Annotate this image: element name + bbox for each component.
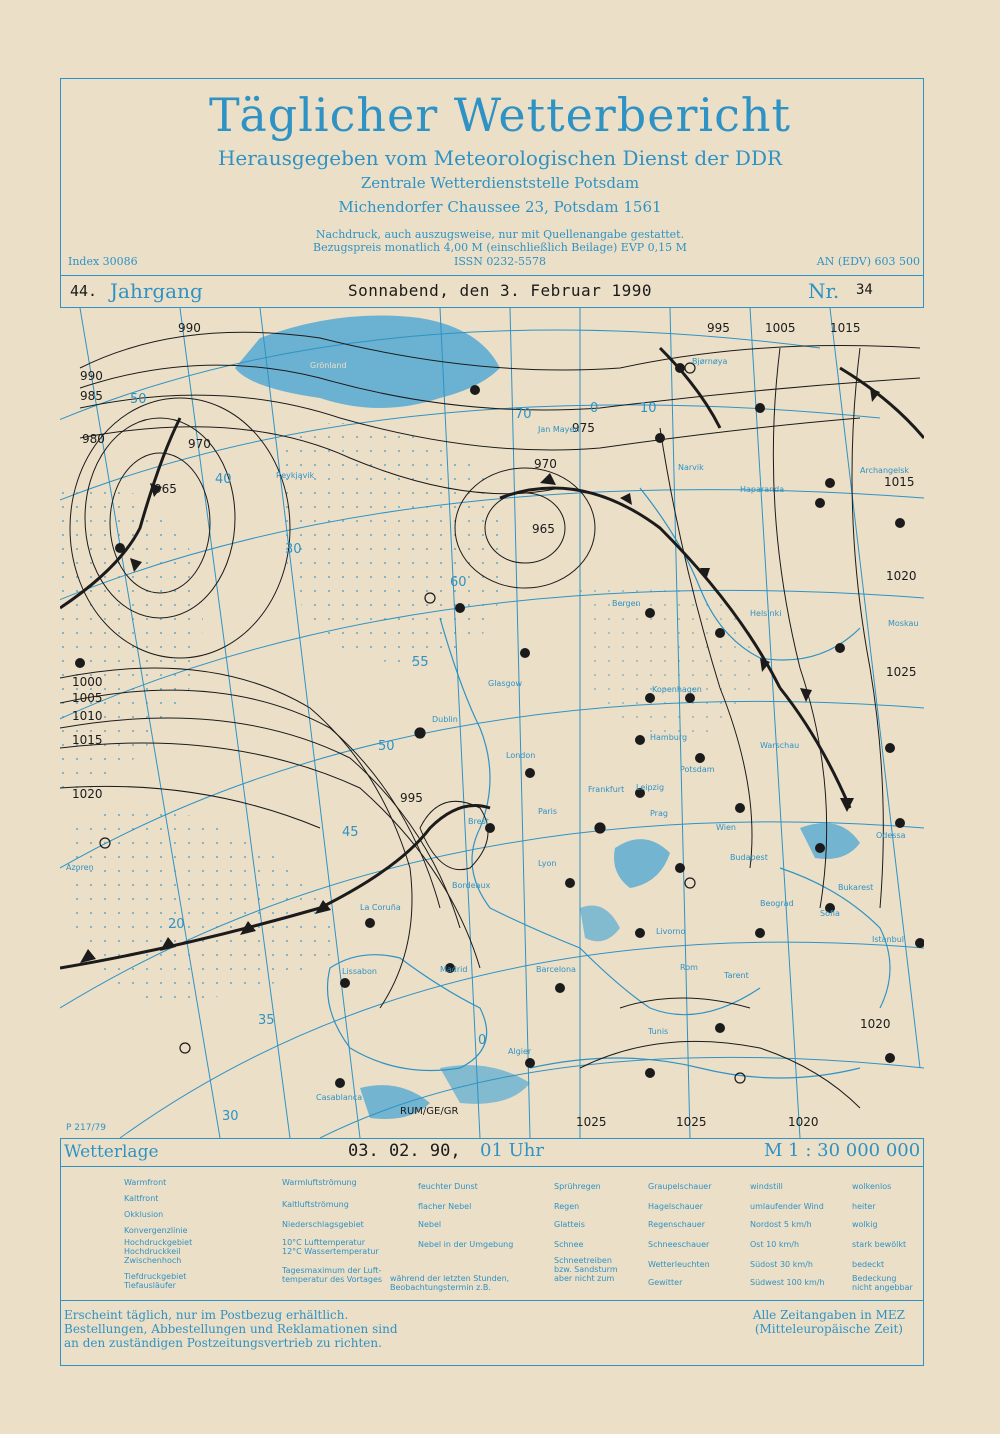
place-label: Istanbul (872, 935, 905, 944)
grid-label: 30 (222, 1109, 239, 1124)
grid-label: 0 (478, 1033, 487, 1048)
index-number: Index 30086 (68, 255, 138, 268)
legend-item: Niederschlagsgebiet (282, 1220, 364, 1229)
legend-item: Kaltluftströmung (282, 1200, 349, 1209)
legend-item: Beobachtungstermin z.B. (390, 1283, 491, 1292)
office: Zentrale Wetterdienststelle Potsdam (360, 174, 640, 192)
grid-label: 50 (130, 392, 147, 407)
grid-label: 60 (450, 575, 467, 590)
isobar-label: 1025 (886, 665, 917, 679)
map-overprint: RUM/GE/GR (400, 1106, 459, 1117)
isobar-label: 1015 (884, 475, 915, 489)
analysis-time: 01 Uhr (480, 1140, 544, 1161)
legend-item: Nebel (418, 1220, 442, 1229)
legend-item: wolkenlos (852, 1182, 892, 1191)
isobar-label: 1015 (830, 321, 861, 335)
page-title: Täglicher Wetterbericht (208, 88, 792, 142)
legend-item: 12°C Wassertemperatur (282, 1247, 379, 1256)
place-label: Sofia (820, 909, 840, 918)
legend-item: 10°C Lufttemperatur (282, 1238, 366, 1247)
isobar-label: 1020 (860, 1017, 891, 1031)
legend-item: Regenschauer (648, 1220, 706, 1229)
place-label: Rom (680, 963, 698, 972)
place-label: Warschau (760, 741, 800, 750)
isobar-label: 1020 (72, 787, 103, 801)
analysis-date: 03. 02. 90, (348, 1141, 461, 1161)
legend-item: Graupelschauer (648, 1182, 712, 1191)
place-label: Frankfurt (588, 785, 625, 794)
place-label: Lissabon (342, 967, 377, 976)
place-label: Paris (538, 807, 558, 816)
isobar-label: 990 (178, 321, 201, 335)
place-label: London (506, 751, 536, 760)
isobar-label: 1005 (72, 691, 103, 705)
grid-label: 40 (215, 472, 232, 487)
place-label: Madrid (440, 965, 468, 974)
place-label: Archangelsk (860, 466, 910, 475)
isobar-label: 995 (707, 321, 730, 335)
legend-item: Okklusion (124, 1210, 164, 1219)
isobar-label: 990 (80, 369, 103, 383)
isobar-label: 1010 (72, 709, 103, 723)
grid-label: 50 (378, 739, 395, 754)
grid-label: 70 (515, 407, 532, 422)
legend-item: Südwest 100 km/h (750, 1278, 825, 1287)
note-line: Bestellungen, Abbestellungen und Reklamationen sind (64, 1322, 398, 1336)
grid-label: 0 (590, 401, 599, 416)
legend-item: bzw. Sandsturm (554, 1265, 618, 1274)
grid-label: 10 (640, 401, 657, 416)
legend-item: nicht angebbar (852, 1283, 913, 1292)
grid-label: 45 (342, 825, 359, 840)
legend-item: Hochdruckkeil (124, 1247, 181, 1256)
legend-item: bedeckt (852, 1260, 885, 1269)
address: Michendorfer Chaussee 23, Potsdam 1561 (338, 198, 662, 216)
footer-label: Wetterlage (64, 1142, 159, 1162)
legend-item: Hochdruckgebiet (124, 1238, 193, 1247)
place-label: Helsinki (750, 609, 782, 618)
weather-map (60, 308, 924, 1138)
legend-item: Warmfront (124, 1178, 167, 1187)
place-label: Leipzig (636, 783, 665, 792)
divider (60, 1166, 924, 1167)
isobar-label: 1000 (72, 675, 103, 689)
place-label: Hamburg (650, 733, 688, 742)
publisher: Herausgegeben vom Meteorologischen Dienst der DDR (217, 146, 783, 170)
place-label: Wien (716, 823, 736, 832)
place-label: Potsdam (680, 765, 715, 774)
place-label: Lyon (538, 859, 557, 868)
legend-item: Warmluftströmung (282, 1178, 357, 1187)
issn: ISSN 0232-5578 (453, 255, 547, 268)
legend-item: feuchter Dunst (418, 1182, 478, 1191)
legend-item: Nordost 5 km/h (750, 1220, 812, 1229)
divider (60, 275, 924, 276)
legend-item: Tiefausläufer (124, 1281, 176, 1290)
legend-item: Wetterleuchten (648, 1260, 710, 1269)
legend-item: wolkig (852, 1220, 878, 1229)
grid-label: 55 (412, 655, 429, 670)
place-label: Reykjavik (276, 471, 315, 480)
an-number: AN (EDV) 603 500 (816, 255, 920, 268)
isobar-label: 965 (154, 482, 177, 496)
isobar-label: 1020 (788, 1115, 819, 1129)
place-label: Grönland (310, 361, 347, 370)
issue-date: Sonnabend, den 3. Februar 1990 (348, 281, 652, 300)
place-label: Prag (650, 809, 668, 818)
place-label: Bergen (612, 599, 641, 608)
place-label: Beograd (760, 899, 794, 908)
legend-item: Südost 30 km/h (750, 1260, 813, 1269)
volume-label: Jahrgang (110, 279, 203, 303)
divider (60, 1138, 924, 1139)
legend-item: Hagelschauer (648, 1202, 703, 1211)
legend-item: Glatteis (554, 1220, 585, 1229)
place-label: Tunis (648, 1027, 669, 1036)
note-line: (Mitteleuropäische Zeit) (754, 1322, 903, 1336)
volume-number: 44. (70, 282, 98, 300)
isobar-label: 965 (532, 522, 555, 536)
isobar-label: 1015 (72, 733, 103, 747)
legend-item: temperatur des Vortages (282, 1275, 383, 1284)
isobar-label: 970 (534, 457, 557, 471)
place-label: Narvik (678, 463, 704, 472)
place-label: La Coruña (360, 903, 401, 912)
legend-item: Schneetreiben (554, 1256, 612, 1265)
place-label: Azoren (66, 863, 94, 872)
legend-item: Schneeschauer (648, 1240, 710, 1249)
isobar-label: 975 (572, 421, 595, 435)
legend-item: Konvergenzlinie (124, 1226, 188, 1235)
place-label: Tarent (724, 971, 749, 980)
isobar-label: 985 (80, 389, 103, 403)
place-label: Livorno (656, 927, 686, 936)
legend-item: Bedeckung (852, 1274, 897, 1283)
isobar-label: 970 (188, 437, 211, 451)
legend-item: Kaltfront (124, 1194, 159, 1203)
place-label: Glasgow (488, 679, 523, 688)
isobar-label: 1025 (576, 1115, 607, 1129)
legend-item: stark bewölkt (852, 1240, 907, 1249)
place-label: Kopenhagen (652, 685, 702, 694)
isobar-label: 1025 (676, 1115, 707, 1129)
legend-item: Tagesmaximum der Luft- (282, 1266, 382, 1275)
legend (60, 1170, 924, 1300)
issue-nr: 34 (856, 282, 873, 298)
legend-item: Gewitter (648, 1278, 683, 1287)
reprint-notice: Nachdruck, auch auszugsweise, nur mit Quellenangabe gestattet. (315, 228, 685, 241)
place-label: Odessa (876, 831, 906, 840)
legend-item: Ost 10 km/h (750, 1240, 800, 1249)
legend-item: flacher Nebel (418, 1202, 472, 1211)
map-scale: M 1 : 30 000 000 (764, 1140, 921, 1161)
place-label: Budapest (730, 853, 768, 862)
place-label: Haparanda (740, 485, 785, 494)
legend-item: windstill (750, 1182, 783, 1191)
isobar-label: 1005 (765, 321, 796, 335)
place-label: Casablanca (316, 1093, 363, 1102)
timezone-note (753, 1308, 905, 1336)
legend-item: Zwischenhoch (124, 1256, 182, 1265)
issue-nr-label: Nr. (808, 279, 840, 303)
isobar-label: 995 (400, 791, 423, 805)
note-line: Alle Zeitangaben in MEZ (752, 1308, 905, 1322)
grid-label: 20 (168, 917, 185, 932)
legend-item: während der letzten Stunden, (390, 1274, 510, 1283)
note-line: Erscheint täglich, nur im Postbezug erhältlich. (64, 1308, 349, 1322)
isobar-label: 1020 (886, 569, 917, 583)
legend-item: Regen (554, 1202, 580, 1211)
distribution-note (64, 1308, 398, 1350)
divider (60, 1300, 924, 1301)
legend-item: Tiefdruckgebiet (124, 1272, 187, 1281)
place-label: Brest (468, 817, 489, 826)
place-label: Jan Mayen (538, 425, 580, 434)
place-label: Barcelona (536, 965, 576, 974)
legend-item: aber nicht zum (554, 1274, 615, 1283)
legend-item: heiter (852, 1202, 876, 1211)
legend-item: Schnee (554, 1240, 584, 1249)
place-label: Bjørnøya (692, 357, 728, 366)
map-stamp: P 217/79 (66, 1123, 106, 1133)
place-label: Algier (508, 1047, 532, 1056)
legend-item: umlaufender Wind (750, 1202, 824, 1211)
legend-item: Nebel in der Umgebung (418, 1240, 514, 1249)
note-line: an den zuständigen Postzeitungsvertrieb zu richten. (64, 1336, 382, 1350)
grid-label: 35 (258, 1013, 275, 1028)
place-label: Bordeaux (452, 881, 491, 890)
place-label: Dublin (432, 715, 458, 724)
place-label: Bukarest (838, 883, 874, 892)
isobar-label: 980 (82, 432, 105, 446)
grid-label: 30 (285, 542, 302, 557)
place-label: Moskau (888, 619, 919, 628)
price-notice: Bezugspreis monatlich 4,00 M (einschließlich Beilage) EVP 0,15 M (313, 241, 687, 254)
legend-item: Sprühregen (554, 1182, 601, 1191)
